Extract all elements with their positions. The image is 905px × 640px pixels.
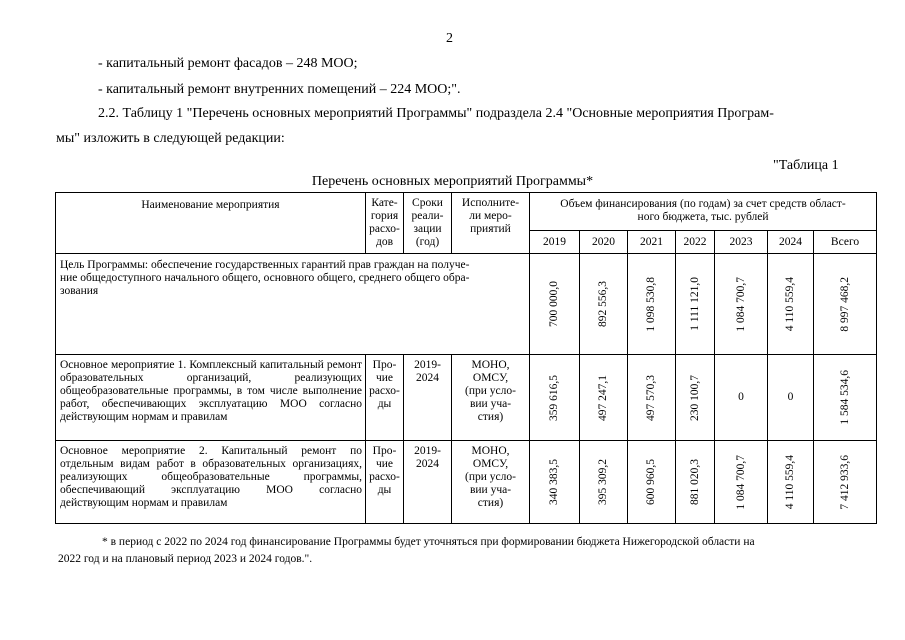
value-cell [814, 254, 877, 355]
value-text: 600 960,5 [645, 459, 657, 505]
value-cell [628, 441, 676, 524]
value-text: 8 997 468,2 [838, 276, 851, 332]
value-text: 1 084 700,7 [734, 454, 747, 510]
value-cell [530, 441, 580, 524]
value-text: 700 000,0 [548, 281, 560, 327]
measure-2-executors: МОНО, ОМСУ, (при усло- вии уча- стия) [452, 441, 530, 524]
list-item-facades: - капитальный ремонт фасадов – 248 МОО; [98, 56, 358, 71]
header-year: 2020 [580, 231, 628, 254]
program-goal-cell: Цель Программы: обеспечение государственных гарантий прав граждан на получе- ние общедоступного начального общего, основного общего, среднего общего обра- зования [56, 254, 530, 355]
value-cell [628, 254, 676, 355]
header-total: Всего [814, 231, 877, 254]
value-cell [676, 441, 715, 524]
value-text: 497 247,1 [597, 374, 609, 421]
value-cell [628, 355, 676, 441]
header-funding: Объем финансирования (по годам) за счет средств област- ного бюджета, тыс. рублей [530, 193, 877, 231]
footnote-line-1: * в период с 2022 по 2024 год финансирование Программы будет уточняться при формировании бюджета Нижегородской области на [102, 536, 755, 548]
value-cell [715, 254, 768, 355]
header-year: 2023 [715, 231, 768, 254]
value-cell: 0 [768, 355, 814, 441]
value-text: 1 111 121,0 [688, 277, 701, 331]
value-cell [580, 254, 628, 355]
value-text: 881 020,3 [688, 459, 701, 505]
value-text: 497 570,3 [645, 374, 657, 421]
value-text: 4 110 559,4 [784, 276, 796, 332]
paragraph-2-2-line-2: мы" изложить в следующей редакции: [56, 131, 285, 146]
table-label: "Таблица 1 [773, 158, 839, 173]
value-text: 395 309,2 [597, 459, 609, 505]
measure-2-category: Про- чие расхо- ды [366, 441, 404, 524]
measure-1-period: 2019- 2024 [404, 355, 452, 441]
value-cell [768, 254, 814, 355]
value-text: 892 556,3 [597, 281, 609, 327]
value-text: 7 412 933,6 [838, 454, 851, 510]
value-cell: 0 [715, 355, 768, 441]
value-cell [814, 355, 877, 441]
header-year: 2022 [676, 231, 715, 254]
value-cell [530, 254, 580, 355]
table-title: Перечень основных мероприятий Программы* [311, 174, 594, 189]
value-cell [676, 355, 715, 441]
value-cell [530, 355, 580, 441]
value-text: 340 383,5 [548, 459, 560, 505]
measure-2-period: 2019- 2024 [404, 441, 452, 524]
measure-1-executors: МОНО, ОМСУ, (при усло- вии уча- стия) [452, 355, 530, 441]
header-executors: Исполните- ли меро- приятий [452, 193, 530, 254]
measure-1-name: Основное мероприятие 1. Комплексный капитальный ремонт образовательных организаций, реализующих общеобразовательные программы, в том числе выполнение работ, обеспечивающих эксплуатацию МОО согласно действующим нормам и правилам [56, 355, 366, 441]
value-cell [768, 441, 814, 524]
value-text: 1 084 700,7 [734, 276, 747, 332]
value-cell [715, 441, 768, 524]
value-text: 1 098 530,8 [645, 276, 657, 332]
footnote-line-2: 2022 год и на плановый период 2023 и 2024 годов.". [58, 553, 313, 565]
measure-1-category: Про- чие расхо- ды [366, 355, 404, 441]
measure-2-name: Основное мероприятие 2. Капитальный ремонт по отдельным видам работ в образовательных организациях, реализующих общеобразовательные программы, обеспечивающий эксплуатацию МОО согласно действующим нормам и правилам [56, 441, 366, 524]
value-text: 1 584 534,6 [838, 370, 851, 425]
value-text: 359 616,5 [548, 374, 560, 421]
list-item-interiors: - капитальный ремонт внутренних помещений – 224 МОО;". [98, 82, 461, 97]
header-year: 2021 [628, 231, 676, 254]
header-period: Сроки реали- зации (год) [404, 193, 452, 254]
value-cell [676, 254, 715, 355]
header-name: Наименование мероприятия [56, 193, 366, 254]
paragraph-2-2-line-1: 2.2. Таблицу 1 "Перечень основных мероприятий Программы" подраздела 2.4 "Основные мероприятия Програм- [98, 106, 774, 121]
value-text: 4 110 559,4 [784, 454, 796, 510]
value-text: 230 100,7 [688, 374, 701, 421]
header-year: 2024 [768, 231, 814, 254]
header-year: 2019 [530, 231, 580, 254]
value-cell [580, 441, 628, 524]
value-cell [580, 355, 628, 441]
value-cell [814, 441, 877, 524]
header-category: Кате- гория расхо- дов [366, 193, 404, 254]
program-measures-table [55, 192, 877, 524]
page-number: 2 [446, 31, 453, 46]
